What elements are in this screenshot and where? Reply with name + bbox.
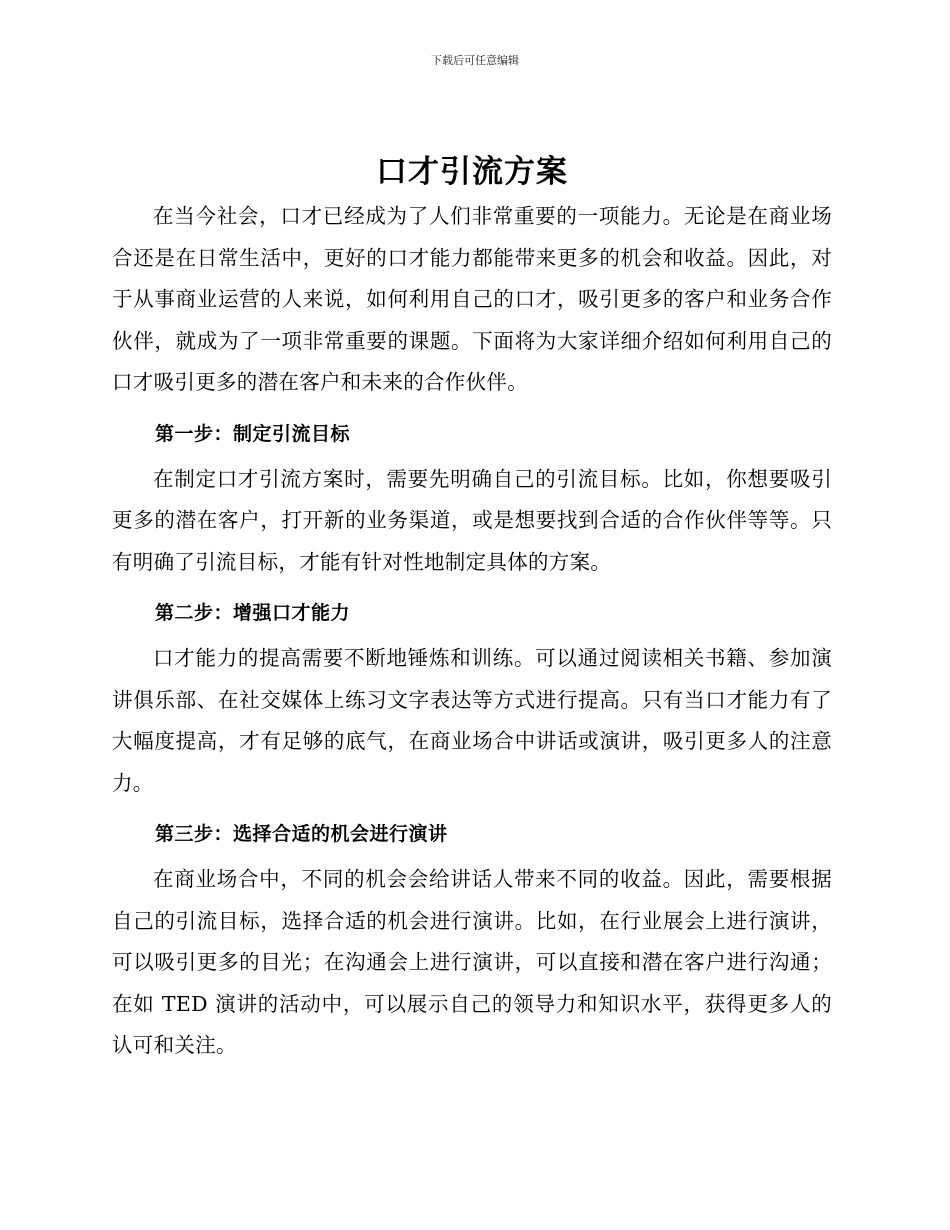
section-step-3 (112, 804, 832, 1067)
document-title: 口才引流方案 (376, 154, 568, 190)
page-header-note: 下载后可任意编辑 (431, 54, 519, 67)
section-heading: 第二步：增强口才能力 (155, 602, 351, 624)
section-paragraph: 在制定口才引流方案时，需要先明确自己的引流目标。比如，你想要吸引更多的潜在客户，打开新的业务渠道，或是想要找到合适的合作伙伴等等。只有明确了引流目标，才能有针对性地制定具体的方案。 (112, 466, 832, 574)
section-heading: 第三步：选择合适的机会进行演讲 (155, 823, 448, 845)
section-step-2 (112, 583, 832, 804)
section-paragraph: 口才能力的提高需要不断地锤炼和训练。可以通过阅读相关书籍、参加演讲俱乐部、在社交媒体上练习文字表达等方式进行提高。只有当口才能力有了大幅度提高，才有足够的底气，在商业场合中讲话或演讲，吸引更多人的注意力。 (112, 646, 832, 795)
intro-paragraph: 在当今社会，口才已经成为了人们非常重要的一项能力。无论是在商业场合还是在日常生活中，更好的口才能力都能带来更多的机会和收益。因此，对于从事商业运营的人来说，如何利用自己的口才，吸引更多的客户和业务合作伙伴，就成为了一项非常重要的课题。下面将为大家详细介绍如何利用自己的口才吸引更多的潜在客户和未来的合作伙伴。 (112, 204, 832, 394)
section-heading: 第一步：制定引流目标 (155, 422, 351, 445)
section-paragraph: 在商业场合中，不同的机会会给讲话人带来不同的收益。因此，需要根据自己的引流目标，选择合适的机会进行演讲。比如，在行业展会上进行演讲，可以吸引更多的目光；在沟通会上进行演讲，可以直接和潜在客户进行沟通；在如 TED 演讲的活动中，可以展示自己的领导力和知识水平，获得更多人的认可和关注。 (112, 867, 832, 1057)
document-body (112, 150, 832, 1067)
section-step-1 (112, 404, 832, 584)
